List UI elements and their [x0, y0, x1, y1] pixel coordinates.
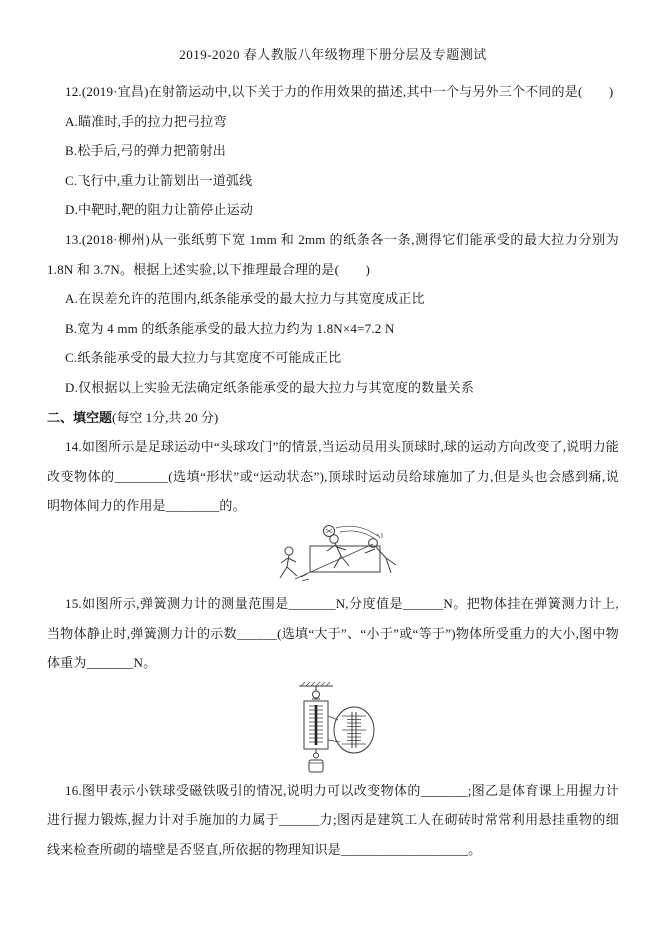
question-15-stem: 15.如图所示,弹簧测力计的测量范围是_______N,分度值是______N。把物体挂在弹簧测力计上,当物体静止时,弹簧测力计的示数______(选填“大于”、“小于”或“等于”)物体所受重力的大小,图中物体重为_______N。 [47, 595, 619, 671]
shot-line [295, 544, 373, 579]
section-2-points: (每空 1分,共 20 分) [112, 409, 219, 425]
soccer-header-drawing [257, 523, 409, 587]
section-2-heading [47, 403, 619, 433]
question-12-option-d: D.中靶时,靶的阻力让箭停止运动 [65, 202, 254, 218]
soccer-header-figure [47, 523, 619, 587]
ball-arc-1 [336, 526, 378, 536]
ball-arc-2 [340, 531, 375, 539]
page-title: 2019-2020 春人教版八年级物理下册分层及专题测试 [179, 47, 487, 62]
question-14-stem: 14.如图所示是足球运动中“头球攻门”的情景,当运动员用头顶球时,球的运动方向改变了,说明力能改变物体的________(选填“形状”或“运动状态”),顶球时运动员给球施加了力,但是头也会感到痛,说明物体间力的作用是________的。 [47, 439, 619, 514]
question-13-option-c: C.纸条能承受的最大拉力与其宽度不可能成正比 [65, 350, 342, 366]
spring-dynamometer-drawing [283, 680, 383, 774]
magnified-major-ticks [342, 716, 366, 744]
question-12-option-a: A.瞄准时,手的拉力把弓拉弯 [65, 113, 227, 129]
jumping-player-head [330, 535, 338, 543]
question-12-option-c: C.飞行中,重力让箭划出一道弧线 [65, 172, 253, 188]
question-16-stem: 16.图甲表示小铁球受磁铁吸引的情况,说明力可以改变物体的_______;图乙是体育课上用握力计进行握力锻炼,握力计对手施加的力属于______力;图丙是建筑工人在砌砖时常常利用悬挂重物的细线来检查所砌的墙壁是否竖直,所依据的物理知识是___________________。 [47, 782, 619, 857]
kick-motion-marks [301, 574, 309, 581]
question-13-stem: 13.(2018·柳州)从一张纸剪下宽 1mm 和 2mm 的纸条各一条,测得它们能承受的最大拉力分别为 1.8N 和 3.7N。根据上述实验,以下推理最合理的是( ) [47, 231, 619, 277]
question-12-stem: 12.(2019·宜昌)在射箭运动中,以下关于力的作用效果的描述,其中一个与另外三个不同的是( ) [65, 84, 614, 99]
running-player-head [285, 547, 293, 555]
ceiling-hatch [301, 682, 330, 686]
hanger-ring [313, 691, 320, 698]
question-12-option-b: B.松手后,弓的弹力把箭射出 [65, 143, 226, 159]
section-2-title: 二、填空题 [47, 409, 113, 425]
hook-ring [314, 753, 319, 758]
weight-block [309, 760, 323, 772]
question-13-option-b: B.宽为 4 mm 的纸条能承受的最大拉力约为 1.8N×4=7.2 N [65, 320, 395, 336]
spring-dynamometer-figure [47, 680, 619, 774]
impact-marks [377, 533, 382, 538]
question-13-option-a: A.在误差允许的范围内,纸条能承受的最大拉力与其宽度成正比 [65, 291, 425, 307]
question-13-option-d: D.仅根据以上实验无法确定纸条能承受的最大拉力与其宽度的数量关系 [65, 379, 475, 395]
